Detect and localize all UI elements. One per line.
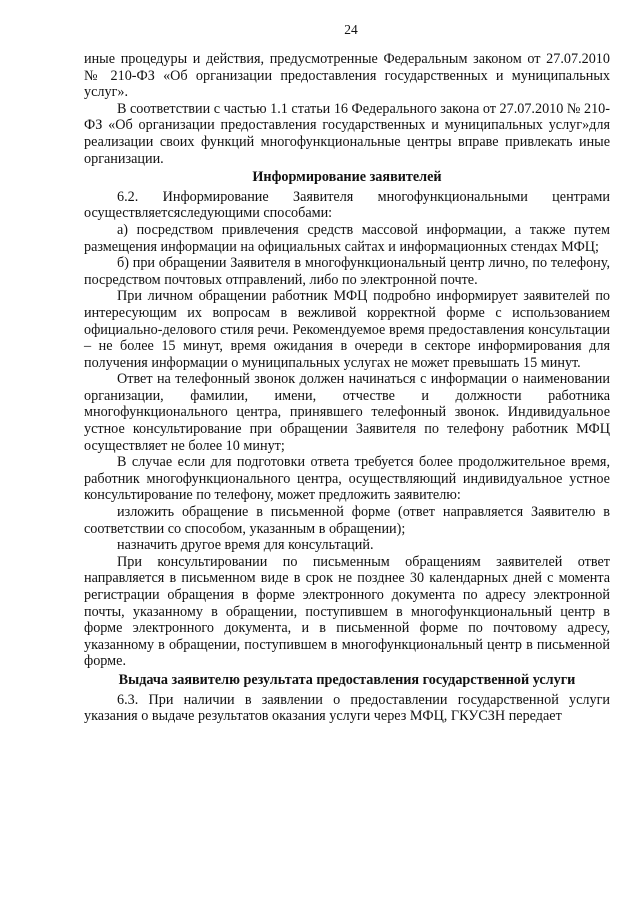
paragraph-item-a: а) посредством привлечения средств массовой информации, а также путем размещения информации на официальных сайтах и информационных стендах МФЦ; xyxy=(84,221,610,255)
paragraph-6-2: 6.2. Информирование Заявителя многофункциональными центрами осуществляетсяследующими способами: xyxy=(84,188,610,222)
paragraph-phone-answer: Ответ на телефонный звонок должен начинаться с информации о наименовании организации, фамилии, имени, отчестве и должности работника многофункционального центра, принявшего телефонный звонок. Индивидуальное устное консультирование при обращении Заявителя по телефону работник МФЦ осуществляет не более 10 минут; xyxy=(84,371,610,454)
heading-informing-applicants: Информирование заявителей xyxy=(252,169,442,186)
paragraph-personal-visit: При личном обращении работник МФЦ подробно информирует заявителей по интересующим их вопросам в вежливой корректной форме с использованием официально-делового стиля речи. Рекомендуемое время предоставления консультации – не более 15 минут, время ожидания в очереди в секторе информирования для получения информации о муниципальных услугах не может превышать 15 минут. xyxy=(84,288,610,371)
paragraph-other-time: назначить другое время для консультаций. xyxy=(117,537,374,554)
paragraph-6-3: 6.3. При наличии в заявлении о предоставлении государственной услуги указания о выдаче результатов оказания услуги через МФЦ, ГКУСЗН передает xyxy=(84,691,610,725)
paragraph-item-b: б) при обращении Заявителя в многофункциональный центр лично, по телефону, посредством почтовых отправлений, либо по электронной почте. xyxy=(84,255,610,288)
heading-result-delivery: Выдача заявителю результата предоставления государственной услуги xyxy=(118,671,576,688)
paragraph-part-1-1: В соответствии с частью 1.1 статьи 16 Федерального закона от 27.07.2010 № 210-ФЗ «Об организации предоставления государственных и муниципальных услуг»для реализации своих функций многофункциональные центры вправе привлекать иные организации. xyxy=(84,100,610,167)
paragraph-written-form: изложить обращение в письменной форме (ответ направляется Заявителю в соответствии со способом, указанным в обращении); xyxy=(84,504,610,537)
paragraph-written-requests: При консультировании по письменным обращениям заявителей ответ направляется в письменном виде в срок не позднее 30 календарных дней с момента регистрации обращения в форме электронного документа по адресу электронной почты, указанному в обращении, поступившем в многофункциональный центр в форме электронного документа, и в письменной форме по почтовому адресу, указанному в обращении, поступившем в многофункциональный центр в письменной форме. xyxy=(84,553,610,670)
paragraph-longer-time: В случае если для подготовки ответа требуется более продолжительное время, работник многофункционального центра, осуществляющий индивидуальное устное консультирование по телефону, может предложить заявителю: xyxy=(84,454,610,504)
paragraph-procedures: иные процедуры и действия, предусмотренные Федеральным законом от 27.07.2010 № 210-ФЗ «Об организации предоставления государственных и муниципальных услуг». xyxy=(84,51,610,101)
page-number: 24 xyxy=(344,22,358,37)
